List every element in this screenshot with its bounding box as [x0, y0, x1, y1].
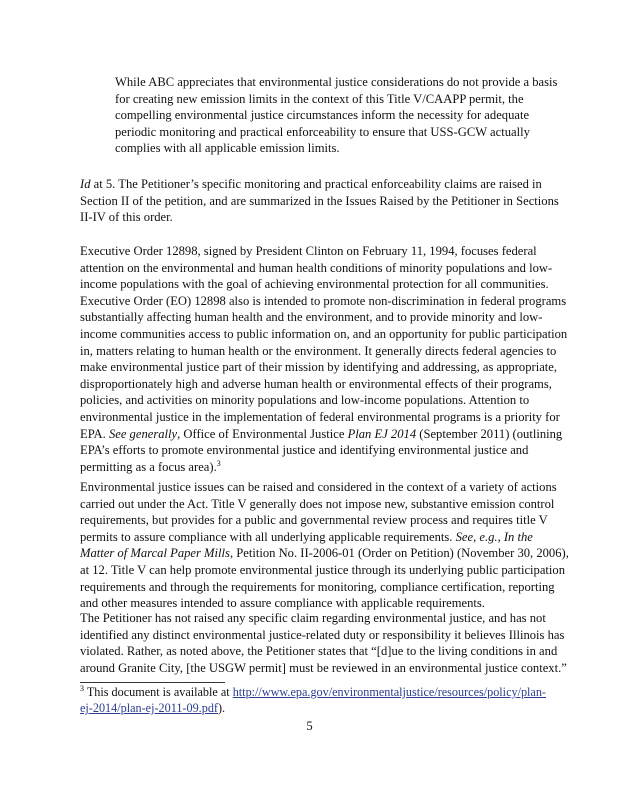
text-segment: carried out under the Act. Title V generally does not impose new, substantive emission control — [80, 496, 555, 511]
text-segment: at 5. The Petitioner’s specific monitoring and practical enforceability claims are raised in — [90, 177, 542, 191]
text-segment: requirements, but provides for a public and governmental review process and requires title V — [80, 513, 548, 528]
text-line — [80, 243, 567, 260]
text-segment: compelling environmental justice circumstances inform the necessity for adequate — [115, 108, 530, 123]
text-segment: policies, and activities on minority populations and low-income populations. Attention to — [80, 393, 530, 408]
italic-text: See generally — [108, 426, 178, 441]
text-line — [115, 74, 557, 91]
italic-text: Plan EJ 2014 — [347, 426, 417, 441]
text-segment: and other measures intended to assure compliance with applicable requirements. — [80, 596, 485, 611]
text-segment: This document is available at — [84, 685, 233, 699]
text-segment: income communities access to public information on, and an opportunity for public participation — [80, 326, 568, 341]
italic-text: Id — [80, 177, 91, 191]
text-line — [80, 459, 567, 476]
text-line — [80, 562, 569, 579]
text-segment: Executive Order 12898, signed by President Clinton on February 11, 1994, focuses federal — [80, 244, 537, 258]
text-segment: attention on the environmental and human health conditions of minority populations and low- — [80, 260, 553, 275]
text-line — [115, 91, 557, 108]
text-line — [115, 107, 557, 124]
footnote-marker: 3 — [80, 684, 84, 693]
italic-text: Matter of Marcal Paper Mills — [80, 546, 230, 561]
text-segment: identified any distinct environmental justice-related duty or responsibility it believes Illinois has — [80, 627, 565, 642]
text-line — [80, 260, 567, 277]
paragraph — [80, 479, 569, 612]
text-line — [80, 276, 567, 293]
text-line — [80, 209, 559, 226]
text-segment: substantially affecting human health and the environment, and to provide minority and low- — [80, 310, 543, 325]
text-line — [80, 479, 569, 496]
text-line — [80, 193, 559, 210]
text-segment: The Petitioner has not raised any specific claim regarding environmental justice, and has not — [80, 611, 546, 625]
text-segment: complies with all applicable emission limits. — [115, 141, 340, 156]
italic-text: See, e.g., In the — [455, 529, 533, 544]
footnote-3 — [80, 684, 546, 716]
text-line — [80, 326, 567, 343]
paragraph — [80, 243, 567, 475]
text-segment: permitting as a focus area). — [80, 459, 217, 474]
paragraph — [80, 176, 559, 226]
text-line — [115, 140, 557, 157]
text-segment: While ABC appreciates that environmental justice considerations do not provide a basis — [115, 75, 558, 89]
text-segment: around Granite City, [the USGW permit] must be reviewed in an environmental justice context.” — [80, 660, 567, 675]
text-segment: for creating new emission limits in the context of this Title V/CAAPP permit, the — [115, 91, 524, 106]
text-line — [80, 700, 546, 716]
text-segment: EPA. — [80, 426, 109, 441]
text-segment: , Petition No. II-2006-01 (Order on Petition) (November 30, 2006), — [229, 546, 569, 561]
text-segment: Executive Order (EO) 12898 also is intended to promote non-discrimination in federal programs — [80, 293, 567, 308]
text-segment: permits to assure compliance with all underlying applicable requirements. — [80, 529, 456, 544]
text-line — [80, 496, 569, 513]
text-segment: Environmental justice issues can be raised and considered in the context of a variety of actions — [80, 480, 557, 494]
text-line — [80, 293, 567, 310]
text-segment: violated. Rather, as noted above, the Petitioner states that “[d]ue to the living conditions in and — [80, 644, 558, 659]
text-line — [80, 529, 569, 546]
footnote-reference[interactable]: 3 — [216, 458, 221, 468]
footnote-divider — [80, 682, 225, 683]
text-line — [115, 124, 557, 141]
text-line — [80, 610, 567, 627]
text-line — [80, 343, 567, 360]
text-segment: II-IV of this order. — [80, 210, 173, 225]
text-line — [80, 309, 567, 326]
text-line — [80, 684, 546, 700]
text-segment: periodic monitoring and practical enforceability to ensure that USS-GCW actually — [115, 124, 530, 139]
block-quote — [115, 74, 557, 157]
text-segment: EPA’s efforts to promote environmental justice and identifying environmental justice and — [80, 443, 529, 458]
paragraph — [80, 610, 567, 676]
text-segment: income populations with the goal of achieving environmental protection for all communities. — [80, 277, 549, 292]
page-number: 5 — [306, 719, 313, 733]
text-line — [80, 512, 569, 529]
text-line — [80, 545, 569, 562]
text-line — [80, 660, 567, 677]
text-line — [80, 392, 567, 409]
text-line — [80, 426, 567, 443]
text-line — [80, 359, 567, 376]
text-segment: , Office of Environmental Justice — [177, 426, 348, 441]
text-line — [80, 579, 569, 596]
text-segment: in, matters relating to human health or the environment. It generally directs federal agencies to — [80, 343, 557, 358]
text-line — [80, 176, 559, 193]
text-line — [80, 376, 567, 393]
text-line — [80, 643, 567, 660]
text-segment: at 12. Title V can help promote environmental justice through its underlying public participation — [80, 562, 566, 577]
text-segment: environmental justice in the implementation of federal environmental programs is a priority for — [80, 409, 560, 424]
text-segment: make environmental justice part of their mission by identifying and addressing, as appropriate, — [80, 360, 558, 375]
footnote-link[interactable]: http://www.epa.gov/environmentaljustice/resources/policy/plan- — [232, 685, 546, 699]
text-segment: requirements and through the requirements for monitoring, compliance certification, reporting — [80, 579, 555, 594]
text-line — [80, 442, 567, 459]
text-segment: ). — [217, 701, 226, 715]
text-segment: (September 2011) (outlining — [416, 426, 563, 441]
text-segment: Section II of the petition, and are summarized in the Issues Raised by the Petitioner in Sections — [80, 193, 559, 208]
footnote-link[interactable]: ej-2014/plan-ej-2011-09.pdf — [80, 701, 218, 715]
text-line — [80, 627, 567, 644]
text-segment: disproportionately high and adverse human health or environmental effects of their programs, — [80, 376, 552, 391]
text-line — [80, 409, 567, 426]
